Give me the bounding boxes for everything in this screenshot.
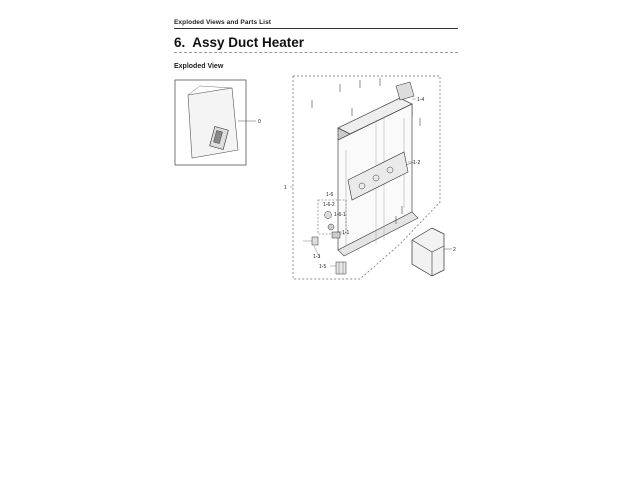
- sensor-parts: [303, 232, 340, 245]
- callout-1-6-2: 1-6-2: [323, 202, 335, 208]
- callout-1: 1: [284, 185, 287, 191]
- callout-1-6-1: 1-6-1: [334, 212, 346, 218]
- callout-1-6: 1-6: [326, 192, 334, 198]
- callout-1-1: 1-1: [342, 230, 350, 236]
- callout-1-3: 1-3: [313, 254, 321, 260]
- terminal-block: [336, 262, 346, 274]
- part-0-inset: [175, 80, 256, 165]
- callout-1-4: 1-4: [417, 97, 425, 103]
- section-number: 6.: [174, 35, 186, 50]
- exploded-view-diagram: [170, 70, 470, 290]
- header-rule: [174, 28, 458, 29]
- callout-1-2: 1-2: [413, 160, 421, 166]
- running-header: Exploded Views and Parts List: [174, 19, 272, 26]
- subsection-title: Exploded View: [174, 63, 224, 70]
- callout-2: 2: [453, 247, 456, 253]
- callout-1-5: 1-5: [319, 264, 327, 270]
- section-name: Assy Duct Heater: [192, 35, 305, 50]
- title-rule: [174, 52, 458, 53]
- section-title: [174, 35, 304, 50]
- callout-0: 0: [258, 119, 261, 125]
- bracket-part-2: [412, 228, 452, 276]
